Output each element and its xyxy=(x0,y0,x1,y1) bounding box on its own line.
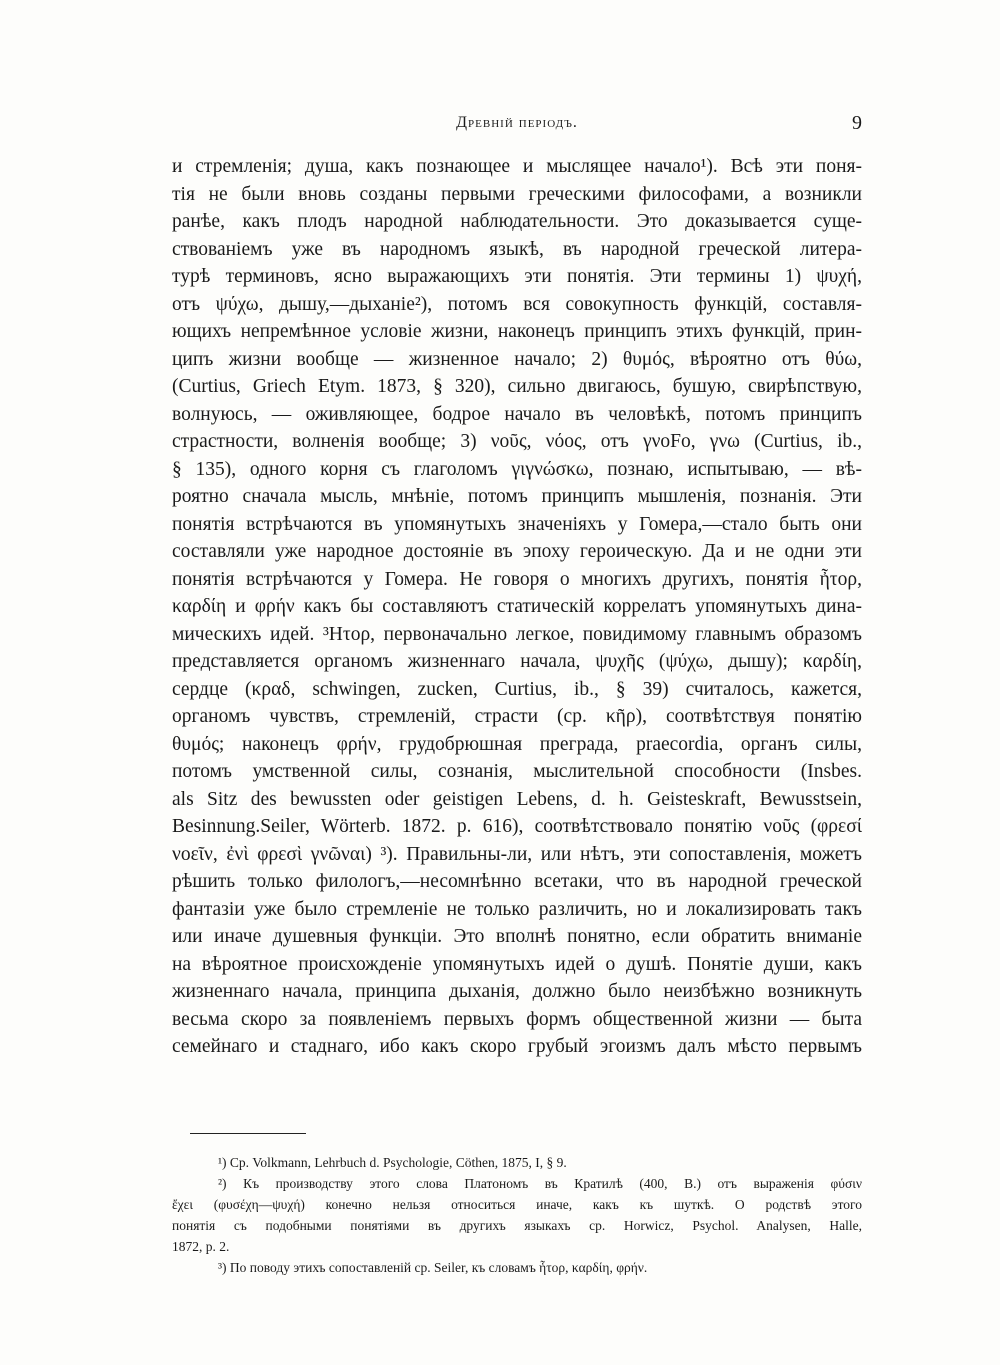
text-line: фантазiи уже было стремленiе не только различить, но и локализировать такъ xyxy=(172,898,862,920)
text-line: θυμός; наконецъ φρήν, грудобрюшная преграда, praecordia, органъ силы, xyxy=(172,733,862,755)
text-line: мическихъ идей. ³Ητορ, первоначально легкое, повидимому главнымъ образомъ xyxy=(172,623,862,645)
text-line: турѣ терминовъ, ясно выражающихъ эти понятiя. Эти термины 1) ψυχή, xyxy=(172,266,862,287)
text-line: Besinnung.Seiler, Wörterb. 1872. p. 616), соотвѣтствовало понятiю νοῦς (φρεσί xyxy=(172,816,862,837)
text-line: семейнаго и стаднаго, ибо какъ скоро грубый эгоизмъ далъ мѣсто первымъ xyxy=(172,1036,862,1057)
text-line: сердце (κραδ, schwingen, zucken, Curtius, ib., § 39) считалось, кажется, xyxy=(172,678,862,700)
text-line: составляли уже народное достоянiе въ эпоху героическую. Да и не одни эти xyxy=(172,541,862,562)
text-line: отъ ψύχω, дышу,—дыханiе²), потомъ вся совокупность функцiй, составля- xyxy=(172,293,862,315)
text-line: и стремленiя; душа, какъ познающее и мыслящее начало¹). Всѣ эти поня- xyxy=(172,156,862,177)
footnote-line: ¹) Ср. Volkmann, Lehrbuch d. Psychologie, Cöthen, 1875, I, § 9. xyxy=(218,1155,567,1170)
running-head xyxy=(172,114,862,138)
footnote-line: ³) По поводу этихъ сопоставленiй ср. Seiler, къ словамъ ἦτορ, καρδίη, φρήν. xyxy=(218,1260,648,1275)
text-line: ющихъ непремѣнное условiе жизни, наконецъ принципъ этихъ функцiй, прин- xyxy=(172,321,862,342)
text-line: рѣшить только филологъ,—несомнѣнно всетаки, что въ народной греческой xyxy=(172,871,862,892)
text-line: тiя не были вновь созданы первыми греческими философами, а возникли xyxy=(172,183,862,205)
text-line: ствованiемъ уже въ народномъ языкѣ, въ народной греческой литера- xyxy=(172,238,862,260)
text-line: на вѣроятное происхожденiе упомянутыхъ идей о душѣ. Понятiе души, какъ xyxy=(172,953,862,975)
footnote-line: ²) Къ производству этого слова Платономъ въ Кратилѣ (400, B.) отъ выраженiя φύσιν xyxy=(218,1176,862,1191)
text-line: представляется органомъ жизненнаго начала, ψυχῆς (ψύχω, дышу); καρδίη, xyxy=(172,651,862,672)
text-line: жизненнаго начала, принципа дыханiя, должно было неизбѣжно возникнуть xyxy=(172,981,862,1002)
body-text xyxy=(172,153,862,1061)
text-line: als Sitz des bewussten oder geistigen Lebens, d. h. Geisteskraft, Bewusstsein, xyxy=(172,788,862,810)
text-line: роятно сначала мысль, мнѣнiе, потомъ принципъ мышленiя, познанiя. Эти xyxy=(172,486,862,507)
footnote-line: ἔχει (φυσέχη—ψυχή) конечно нельзя относиться иначе, какъ къ шуткѣ. О родствѣ этого xyxy=(172,1197,862,1212)
text-line: потомъ умственной силы, сознанiя, мыслительной способности (Insbes. xyxy=(172,761,862,782)
text-line: или иначе душевныя функцiи. Это вполнѣ понятно, если обратить вниманiе xyxy=(172,926,862,947)
text-line: органомъ чувствъ, стремленiй, страсти (ср. κῆρ), соотвѣтствуя понятiю xyxy=(172,706,862,727)
page-number: 9 xyxy=(852,112,862,134)
running-title: Древнiй перiодъ. xyxy=(456,114,578,131)
text-line: понятiя встрѣчаются у Гомера. Не говоря о многихъ другихъ, понятiя ἦτορ, xyxy=(172,568,862,590)
text-line: страстности, волненiя вообще; 3) νοῦς, νόος, отъ γνoFo, γνω (Curtius, ib., xyxy=(172,431,862,452)
text-line: волнуюсь, — оживляющее, бодрое начало въ человѣкѣ, потомъ принципъ xyxy=(172,403,862,425)
footnote-line: понятiя съ подобными понятiями въ другихъ языкахъ ср. Horwicz, Psychol. Analysen, Halle, xyxy=(172,1218,862,1233)
footnote-divider xyxy=(190,1133,306,1134)
text-line: понятiя встрѣчаются въ упомянутыхъ значенiяхъ у Гомера,—стало быть они xyxy=(172,513,862,535)
text-line: § 135), одного корня съ глаголомъ γιγνώσκω, познаю, испытываю, — вѣ- xyxy=(172,458,862,480)
text-line: καρδίη и φρήν какъ бы составляютъ статическiй коррелатъ упомянутыхъ дина- xyxy=(172,596,862,617)
text-line: νοεῖν, ἐνὶ φρεσὶ γνῶναι) ³). Правильны-ли, или нѣтъ, эти сопоставленiя, можетъ xyxy=(172,843,862,865)
text-line: ранѣе, какъ плодъ народной наблюдательности. Это доказывается суще- xyxy=(172,211,862,232)
text-line: весьма скоро за появленiемъ первыхъ формъ общественной жизни — быта xyxy=(172,1008,862,1030)
footnote-line: 1872, p. 2. xyxy=(172,1239,230,1254)
text-line: (Curtius, Griech Etym. 1873, § 320), сильно двигаюсь, бушую, свирѣпствую, xyxy=(172,376,862,397)
footnotes xyxy=(172,1152,862,1278)
text-line: ципъ жизни вообще — жизненное начало; 2) θυμός, вѣроятно отъ θύω, xyxy=(172,348,862,370)
